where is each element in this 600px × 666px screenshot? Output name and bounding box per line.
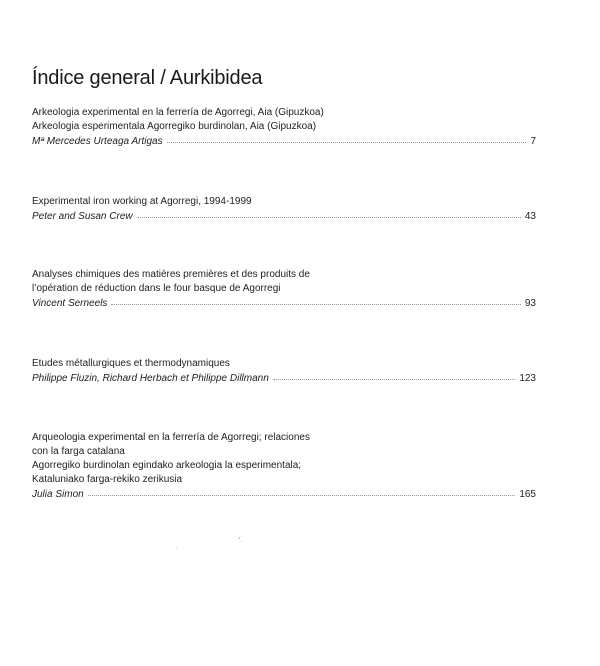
toc-entry bbox=[32, 357, 536, 386]
entry-author: Philippe Fluzin, Richard Herbach et Philippe Dillmann bbox=[32, 373, 269, 384]
entry-page-number: 7 bbox=[530, 136, 536, 147]
entry-author: Mª Mercedes Urteaga Artigas bbox=[32, 136, 163, 147]
entry-title-line: Arkeologia esperimentala Agorregiko burdinolan, Aia (Gipuzkoa) bbox=[32, 121, 317, 132]
entry-title-line: Arkeologia experimental en la ferrería de Agorregi, Aia (Gipuzkoa) bbox=[32, 107, 324, 118]
entry-author: Vincent Serneels bbox=[32, 298, 108, 309]
toc-entry bbox=[32, 106, 536, 149]
dot-leader bbox=[167, 133, 527, 143]
entry-title-line: Kataluniako farga-rekiko zerikusia bbox=[32, 474, 183, 485]
entry-title-line: Etudes métallurgiques et thermodynamiques bbox=[32, 358, 230, 369]
scan-speck bbox=[176, 547, 177, 548]
entry-author: Julia Simon bbox=[32, 489, 84, 500]
dot-leader bbox=[273, 370, 516, 380]
author-row bbox=[32, 487, 536, 502]
page-title: Índice general / Aurkibidea bbox=[32, 67, 263, 90]
author-row bbox=[32, 296, 536, 311]
entry-author: Peter and Susan Crew bbox=[32, 211, 133, 222]
entry-page-number: 43 bbox=[524, 211, 536, 222]
author-row bbox=[32, 134, 536, 149]
toc-entry bbox=[32, 195, 536, 224]
scan-speck bbox=[241, 541, 242, 542]
entry-title-line: Analyses chimiques des matières premières et des produits de bbox=[32, 269, 310, 280]
entry-title-line: l’opération de réduction dans le four basque de Agorregi bbox=[32, 283, 281, 294]
entry-title-line: Agorregiko burdinolan egindako arkeologia la esperimentala; bbox=[32, 460, 302, 471]
entry-title-line: Experimental iron working at Agorregi, 1994-1999 bbox=[32, 196, 252, 207]
scan-speck bbox=[238, 537, 240, 539]
dot-leader bbox=[88, 486, 516, 496]
toc-entry bbox=[32, 431, 536, 502]
author-row bbox=[32, 371, 536, 386]
entry-title-line: Arqueologia experimental en la ferrería de Agorregi; relaciones bbox=[32, 432, 310, 443]
entry-page-number: 123 bbox=[519, 373, 536, 384]
dot-leader bbox=[137, 208, 521, 218]
entry-page-number: 93 bbox=[524, 298, 536, 309]
dot-leader bbox=[111, 295, 520, 305]
entry-page-number: 165 bbox=[519, 489, 536, 500]
entry-title-line: con la farga catalana bbox=[32, 446, 125, 457]
toc-entry bbox=[32, 268, 536, 311]
author-row bbox=[32, 209, 536, 224]
